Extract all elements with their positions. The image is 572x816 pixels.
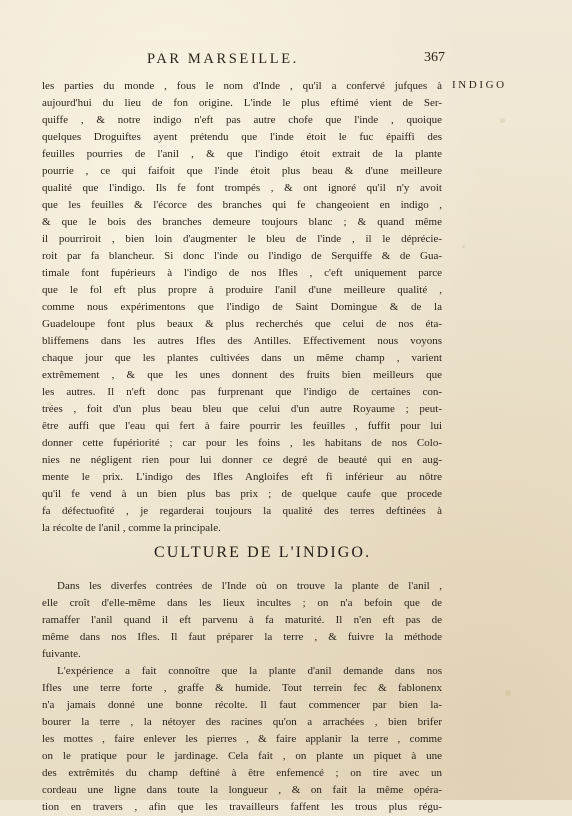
text-line: timale font fupérieurs à l'indigo de nos Ifles , c'eft uniquement parce: [42, 267, 442, 279]
text-line: L'expérience a fait connoître que la plante d'anil demande dans nos: [57, 665, 442, 677]
text-line: qualité que l'indigo. Ils fe font trompés , & ont ignoré qu'il n'y avoit: [42, 182, 442, 194]
text-line: quelques Droguiftes ayent prétendu que l'inde étoit le fuc épaiffi des: [42, 131, 442, 143]
text-line: pourrie , ce qui faifoit que l'inde étoit plus beau & d'une meilleure: [42, 165, 442, 177]
text-line: bliffemens dans les autres Ifles des Antilles. Effectivement nous voyons: [42, 335, 442, 347]
text-line: la récolte de l'anil , comme la principale.: [42, 522, 221, 534]
text-line: même dans nos Ifles. Il faut préparer la terre , & fuivre la méthode: [42, 631, 442, 643]
text-line: trées , foit d'un plus beau bleu que celui d'un autre Royaume ; peut-: [42, 403, 442, 415]
text-line: cordeau une ligne dans toute la longueur , & on fait la même opéra-: [42, 784, 442, 796]
text-line: feuilles pourries de l'anil , & que l'indigo étoit extrait de la plante: [42, 148, 442, 160]
text-line: des extrêmités du champ deftiné à être enfemencé ; on tire avec un: [42, 767, 442, 779]
text-line: ramaffer l'anil quand il eft parvenu à fa maturité. Il n'en eft pas de: [42, 614, 442, 626]
text-line: qu'il fe vend à un bien plus bas prix ; de quelque caufe que procede: [42, 488, 442, 500]
text-line: les mottes , faire enlever les pierres , & faire applanir la terre , comme: [42, 733, 442, 745]
text-line: aujourd'hui du lieu de fon origine. L'inde le plus eftimé vient de Ser-: [42, 97, 442, 109]
text-line: on le pratique pour le jardinage. Cela fait , on plante un piquet à une: [42, 750, 442, 762]
paper-foxing-spot: [462, 245, 465, 248]
margin-note: INDIGO: [452, 79, 507, 91]
running-header: PAR MARSEILLE.: [147, 51, 299, 67]
text-line: comme nous expérimentons que l'indigo de Saint Domingue & de la: [42, 301, 442, 313]
text-line: il pourriroit , bien loin d'augmenter le bleu de l'inde , il le déprécie-: [42, 233, 442, 245]
text-line: quiffe , & notre indigo n'eft pas autre chofe que l'inde , quoique: [42, 114, 442, 126]
page-number: 367: [424, 50, 445, 65]
text-line: & que le bois des branches demeure toujours blanc ; & quand même: [42, 216, 442, 228]
text-line: extrêmement , & que les unes donnent des fruits bien meilleurs que: [42, 369, 442, 381]
text-line: chaque jour que les plantes cultivées dans un même champ , varient: [42, 352, 442, 364]
text-line: roit par fa blancheur. Si donc l'inde ou l'indigo de Serquiffe & de Gua-: [42, 250, 442, 262]
text-line: que le fol eft plus propre à produire l'anil d'une meilleure qualité ,: [42, 284, 442, 296]
text-line: mente le prix. L'indigo des Ifles Angloifes eft fi inférieur au nôtre: [42, 471, 442, 483]
text-line: tion en travers , afin que les travailleurs faffent les trous plus régu-: [42, 801, 442, 813]
section-heading: CULTURE DE L'INDIGO.: [154, 544, 372, 561]
text-line: elle croît d'elle-même dans les lieux incultes ; on n'a befoin que de: [42, 597, 442, 609]
text-line: fa défectuofité , je regarderai toujours la qualité des terres deftinées à: [42, 505, 442, 517]
text-line: fuivante.: [42, 648, 81, 660]
text-line: les parties du monde , fous le nom d'Inde , qu'il a confervé jufques à: [42, 80, 442, 92]
text-line: les autres. Il n'eft donc pas furprenant que l'indigo de certaines con-: [42, 386, 442, 398]
text-line: nies ne négligent rien pour lui donner ce degré de beauté qui en aug-: [42, 454, 442, 466]
text-line: Guadeloupe font plus beaux & plus recherchés que celui de nos éta-: [42, 318, 442, 330]
text-line: être auffi que l'eau qui fert à faire pourrir les feuilles , fuffit pour lui: [42, 420, 442, 432]
text-line: bourer la terre , la nétoyer des racines qu'on a arrachées , bien brifer: [42, 716, 442, 728]
text-line: Dans les diverfes contrées de l'Inde où on trouve la plante de l'anil ,: [57, 580, 442, 592]
text-line: Ifles une terre forte , graffe & humide. Tout terrein fec & fablonenx: [42, 682, 442, 694]
text-line: n'a jamais donné une bonne récolte. Il faut commencer par bien la-: [42, 699, 442, 711]
text-line: donner cette fupériorité ; car pour les foins , les habitans de nos Colo-: [42, 437, 442, 449]
paper-foxing-spot: [505, 690, 511, 696]
paper-foxing-spot: [500, 118, 505, 123]
text-line: que les feuilles & l'écorce des branches qui fe changeoient en indigo ,: [42, 199, 442, 211]
